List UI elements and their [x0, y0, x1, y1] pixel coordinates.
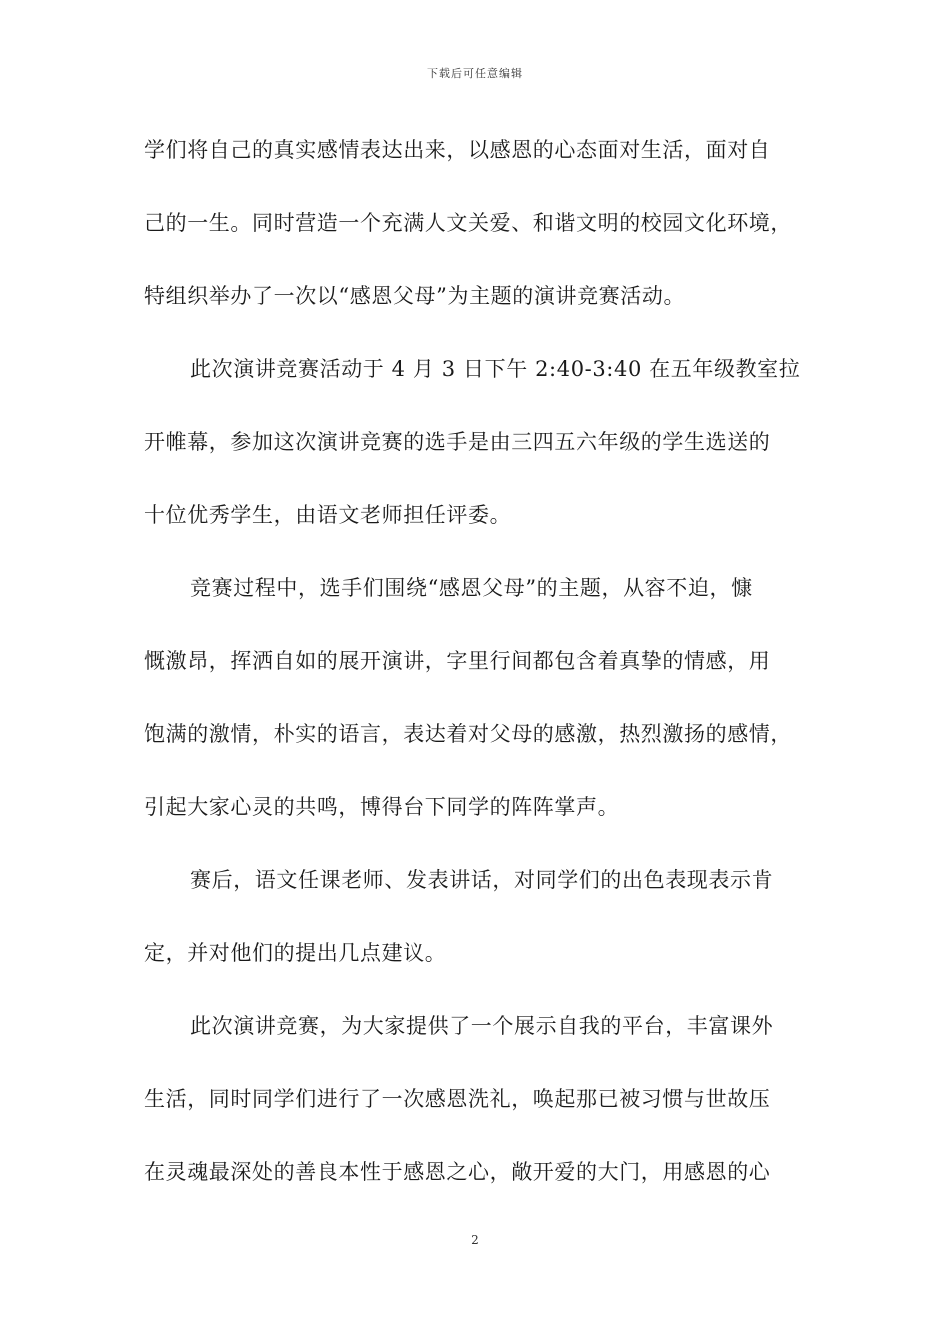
paragraph-4	[144, 844, 834, 990]
text-line: 饱满的激情，朴实的语言，表达着对父母的感激，热烈激扬的感情，	[144, 722, 792, 746]
text-line: 引起大家心灵的共鸣，博得台下同学的阵阵掌声。	[144, 795, 620, 819]
text-line: 赛后，语文任课老师、发表讲话，对同学们的出色表现表示肯	[190, 868, 774, 892]
text-line: 在灵魂最深处的善良本性于感恩之心，敞开爱的大门，用感恩的心	[144, 1160, 771, 1184]
text-line: 慨激昂，挥洒自如的展开演讲，字里行间都包含着真挚的情感，用	[144, 649, 771, 673]
text-line: 学们将自己的真实感情表达出来，以感恩的心态面对生活，面对自	[144, 138, 771, 162]
text-line: 此次演讲竞赛活动于 4 月 3 日下午 2:40-3:40 在五年级教室拉	[190, 357, 801, 381]
paragraph-3	[144, 552, 834, 844]
paragraph-2	[144, 333, 834, 552]
document-body	[144, 114, 834, 1209]
text-line: 开帷幕，参加这次演讲竞赛的选手是由三四五六年级的学生选送的	[144, 430, 771, 454]
paragraph-1	[144, 114, 834, 333]
text-line: 生活，同时同学们进行了一次感恩洗礼，唤起那已被习惯与世故压	[144, 1087, 771, 1111]
text-line: 十位优秀学生，由语文老师担任评委。	[144, 503, 512, 527]
page-number: 2	[471, 1233, 479, 1247]
page-header: 下载后可任意编辑	[427, 67, 523, 80]
text-line: 此次演讲竞赛，为大家提供了一个展示自我的平台，丰富课外	[190, 1014, 774, 1038]
paragraph-5	[144, 990, 834, 1209]
text-line: 竞赛过程中，选手们围绕“感恩父母”的主题，从容不迫，慷	[190, 576, 753, 600]
text-line: 定，并对他们的提出几点建议。	[144, 941, 447, 965]
text-line: 己的一生。同时营造一个充满人文关爱、和谐文明的校园文化环境，	[144, 211, 792, 235]
text-line: 特组织举办了一次以“感恩父母”为主题的演讲竞赛活动。	[144, 284, 686, 308]
